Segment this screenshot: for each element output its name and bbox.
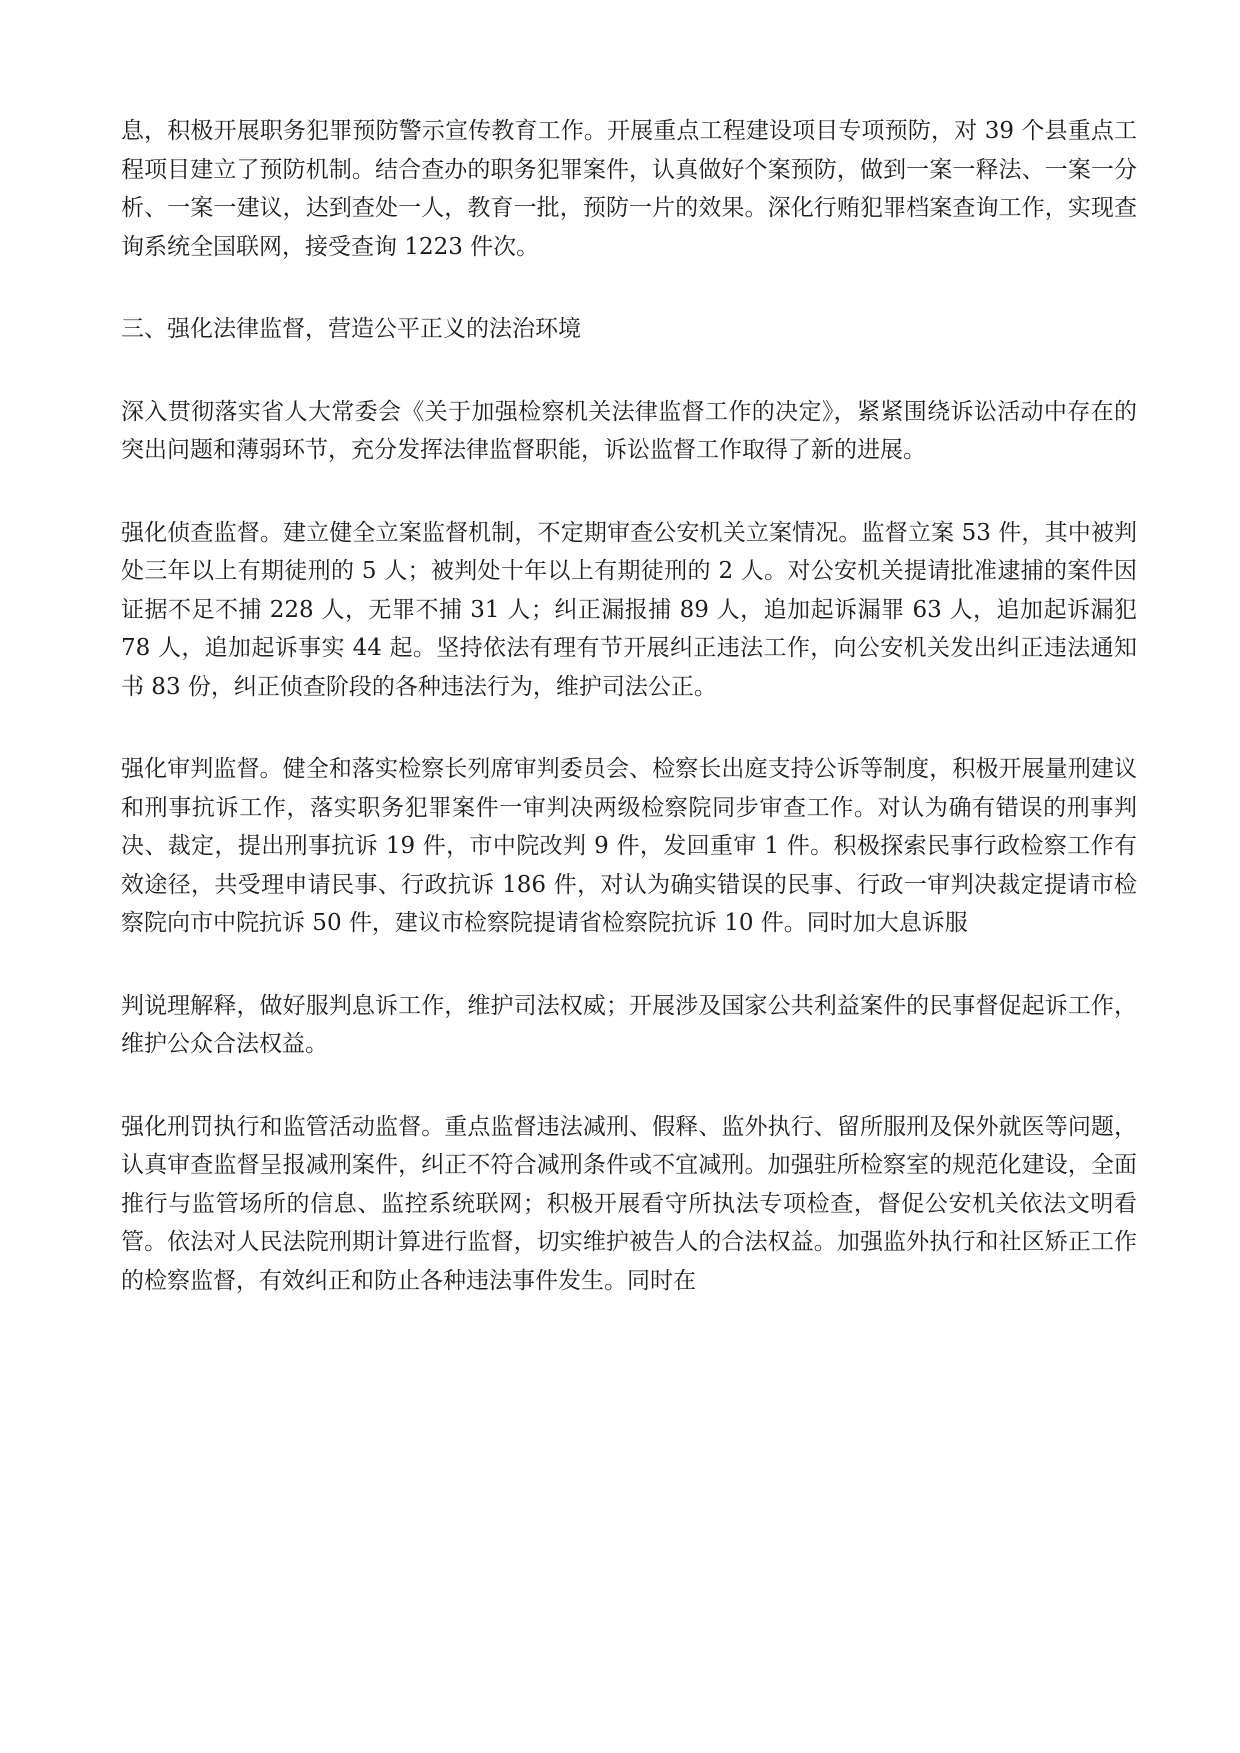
paragraph-penalty-execution-supervision: 强化刑罚执行和监管活动监督。重点监督违法减刑、假释、监外执行、留所服刑及保外就医等问题，认真审查监督呈报减刑案件，纠正不符合减刑条件或不宜减刑。加强驻所检察室的规范化建设，全面推行与监管场所的信息、监控系统联网；积极开展看守所执法专项检查，督促公安机关依法文明看管。依法对人民法院刑期计算进行监督，切实维护被告人的合法权益。加强监外执行和社区矫正工作的检察监督，有效纠正和防止各种违法事件发生。同时在 <box>121 1113 1137 1294</box>
paragraph-trial-supervision: 强化审判监督。健全和落实检察长列席审判委员会、检察长出庭支持公诉等制度，积极开展量刑建议和刑事抗诉工作，落实职务犯罪案件一审判决两级检察院同步审查工作。对认为确有错误的刑事判决、裁定，提出刑事抗诉 19 件，市中院改判 9 件，发回重审 1 件。积极探索民事行政检察工作有效途径，共受理申请民事、行政抗诉 186 件，对认为确实错误的民事、行政一审判决裁定提请市检察院向市中院抗诉 50 件，建议市检察院提请省检察院抗诉 10 件。同时加大息诉服 <box>121 756 1137 936</box>
paragraph-trial-supervision-continued: 判说理解释，做好服判息诉工作，维护司法权威；开展涉及国家公共利益案件的民事督促起诉工作，维护公众合法权益。 <box>121 992 1137 1057</box>
paragraph-investigation-supervision: 强化侦查监督。建立健全立案监督机制，不定期审查公安机关立案情况。监督立案 53 件，其中被判处三年以上有期徒刑的 5 人；被判处十年以上有期徒刑的 2 人。对公安机关提请批准逮捕的案件因证据不足不捕 228 人，无罪不捕 31 人；纠正漏报捕 89 人，追加起诉漏罪 63 人，追加起诉漏犯 78 人，追加起诉事实 44 起。坚持依法有理有节开展纠正违法工作，向公安机关发出纠正违法通知书 83 份，纠正侦查阶段的各种违法行为，维护司法公正。 <box>121 519 1137 700</box>
paragraph-intro: 深入贯彻落实省人大常委会《关于加强检察机关法律监督工作的决定》，紧紧围绕诉讼活动中存在的突出问题和薄弱环节，充分发挥法律监督职能，诉讼监督工作取得了新的进展。 <box>121 398 1137 463</box>
document-page <box>121 112 1137 1344</box>
section-heading: 三、强化法律监督，营造公平正义的法治环境 <box>121 316 581 342</box>
paragraph-prevention: 息，积极开展职务犯罪预防警示宣传教育工作。开展重点工程建设项目专项预防，对 39 个县重点工程项目建立了预防机制。结合查办的职务犯罪案件，认真做好个案预防，做到一案一释法、一案一分析、一案一建议，达到查处一人，教育一批，预防一片的效果。深化行贿犯罪档案查询工作，实现查询系统全国联网，接受查询 1223 件次。 <box>121 118 1137 260</box>
